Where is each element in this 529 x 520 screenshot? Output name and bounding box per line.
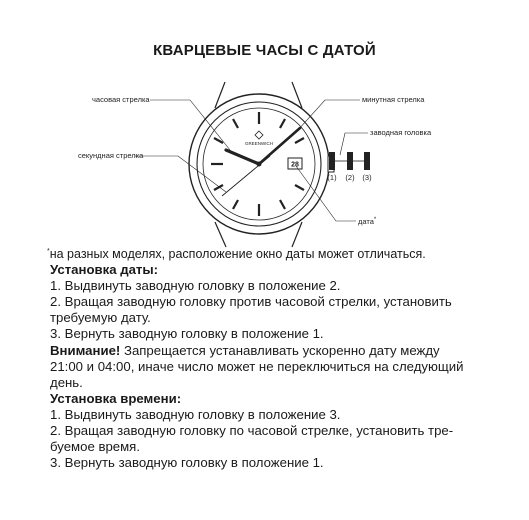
time-step-3: 3. Вернуть заводную головку в положение 1.	[50, 455, 324, 471]
label-date: дата*	[358, 217, 377, 226]
date-step-3: 3. Вернуть заводную головку в положение 1.	[50, 326, 324, 342]
time-setting-heading: Установка времени:	[50, 390, 182, 406]
date-step-2-cont: требуемую дату.	[50, 310, 151, 326]
page-title: КВАРЦЕВЫЕ ЧАСЫ С ДАТОЙ	[153, 42, 376, 59]
crown-position-label-3: (3)	[362, 173, 372, 182]
warning-line-2: 21:00 и 04:00, иначе число может не переключиться на следующий	[50, 358, 464, 374]
label-crown: заводная головка	[370, 128, 432, 137]
crown-position-3	[364, 152, 370, 170]
crown-position-1	[329, 152, 335, 170]
time-step-2-cont: буемое время.	[50, 439, 140, 455]
date-step-1: 1. Выдвинуть заводную головку в положение 2.	[50, 278, 341, 294]
footnote: *на разных моделях, расположение окно даты может отличаться.	[47, 247, 426, 261]
crown-positions	[327, 152, 372, 182]
time-step-2: 2. Вращая заводную головку по часовой стрелке, установить тре-	[50, 423, 454, 439]
crown-position-label-2: (2)	[345, 173, 355, 182]
label-hour-hand: часовая стрелка	[92, 95, 150, 104]
center-pin	[257, 162, 262, 167]
warning-line-1: Внимание! Запрещается устанавливать ускоренно дату между	[50, 342, 440, 358]
date-window-value: 28	[291, 161, 299, 169]
warning-label: Внимание!	[50, 342, 121, 358]
crown-position-label-1: (1)	[327, 173, 337, 182]
warning-line-3: день.	[50, 374, 83, 390]
date-setting-heading: Установка даты:	[50, 262, 159, 278]
label-minute-hand: минутная стрелка	[362, 95, 425, 104]
time-step-1: 1. Выдвинуть заводную головку в положение 3.	[50, 406, 341, 422]
crown-position-2	[347, 152, 353, 170]
svg-text:GREENWICH: GREENWICH	[245, 141, 273, 146]
instructions	[47, 246, 490, 471]
date-step-2: 2. Вращая заводную головку против часовой стрелки, установить	[50, 294, 452, 310]
watch-diagram	[0, 70, 529, 255]
label-second-hand: секундная стрелка	[78, 151, 144, 160]
